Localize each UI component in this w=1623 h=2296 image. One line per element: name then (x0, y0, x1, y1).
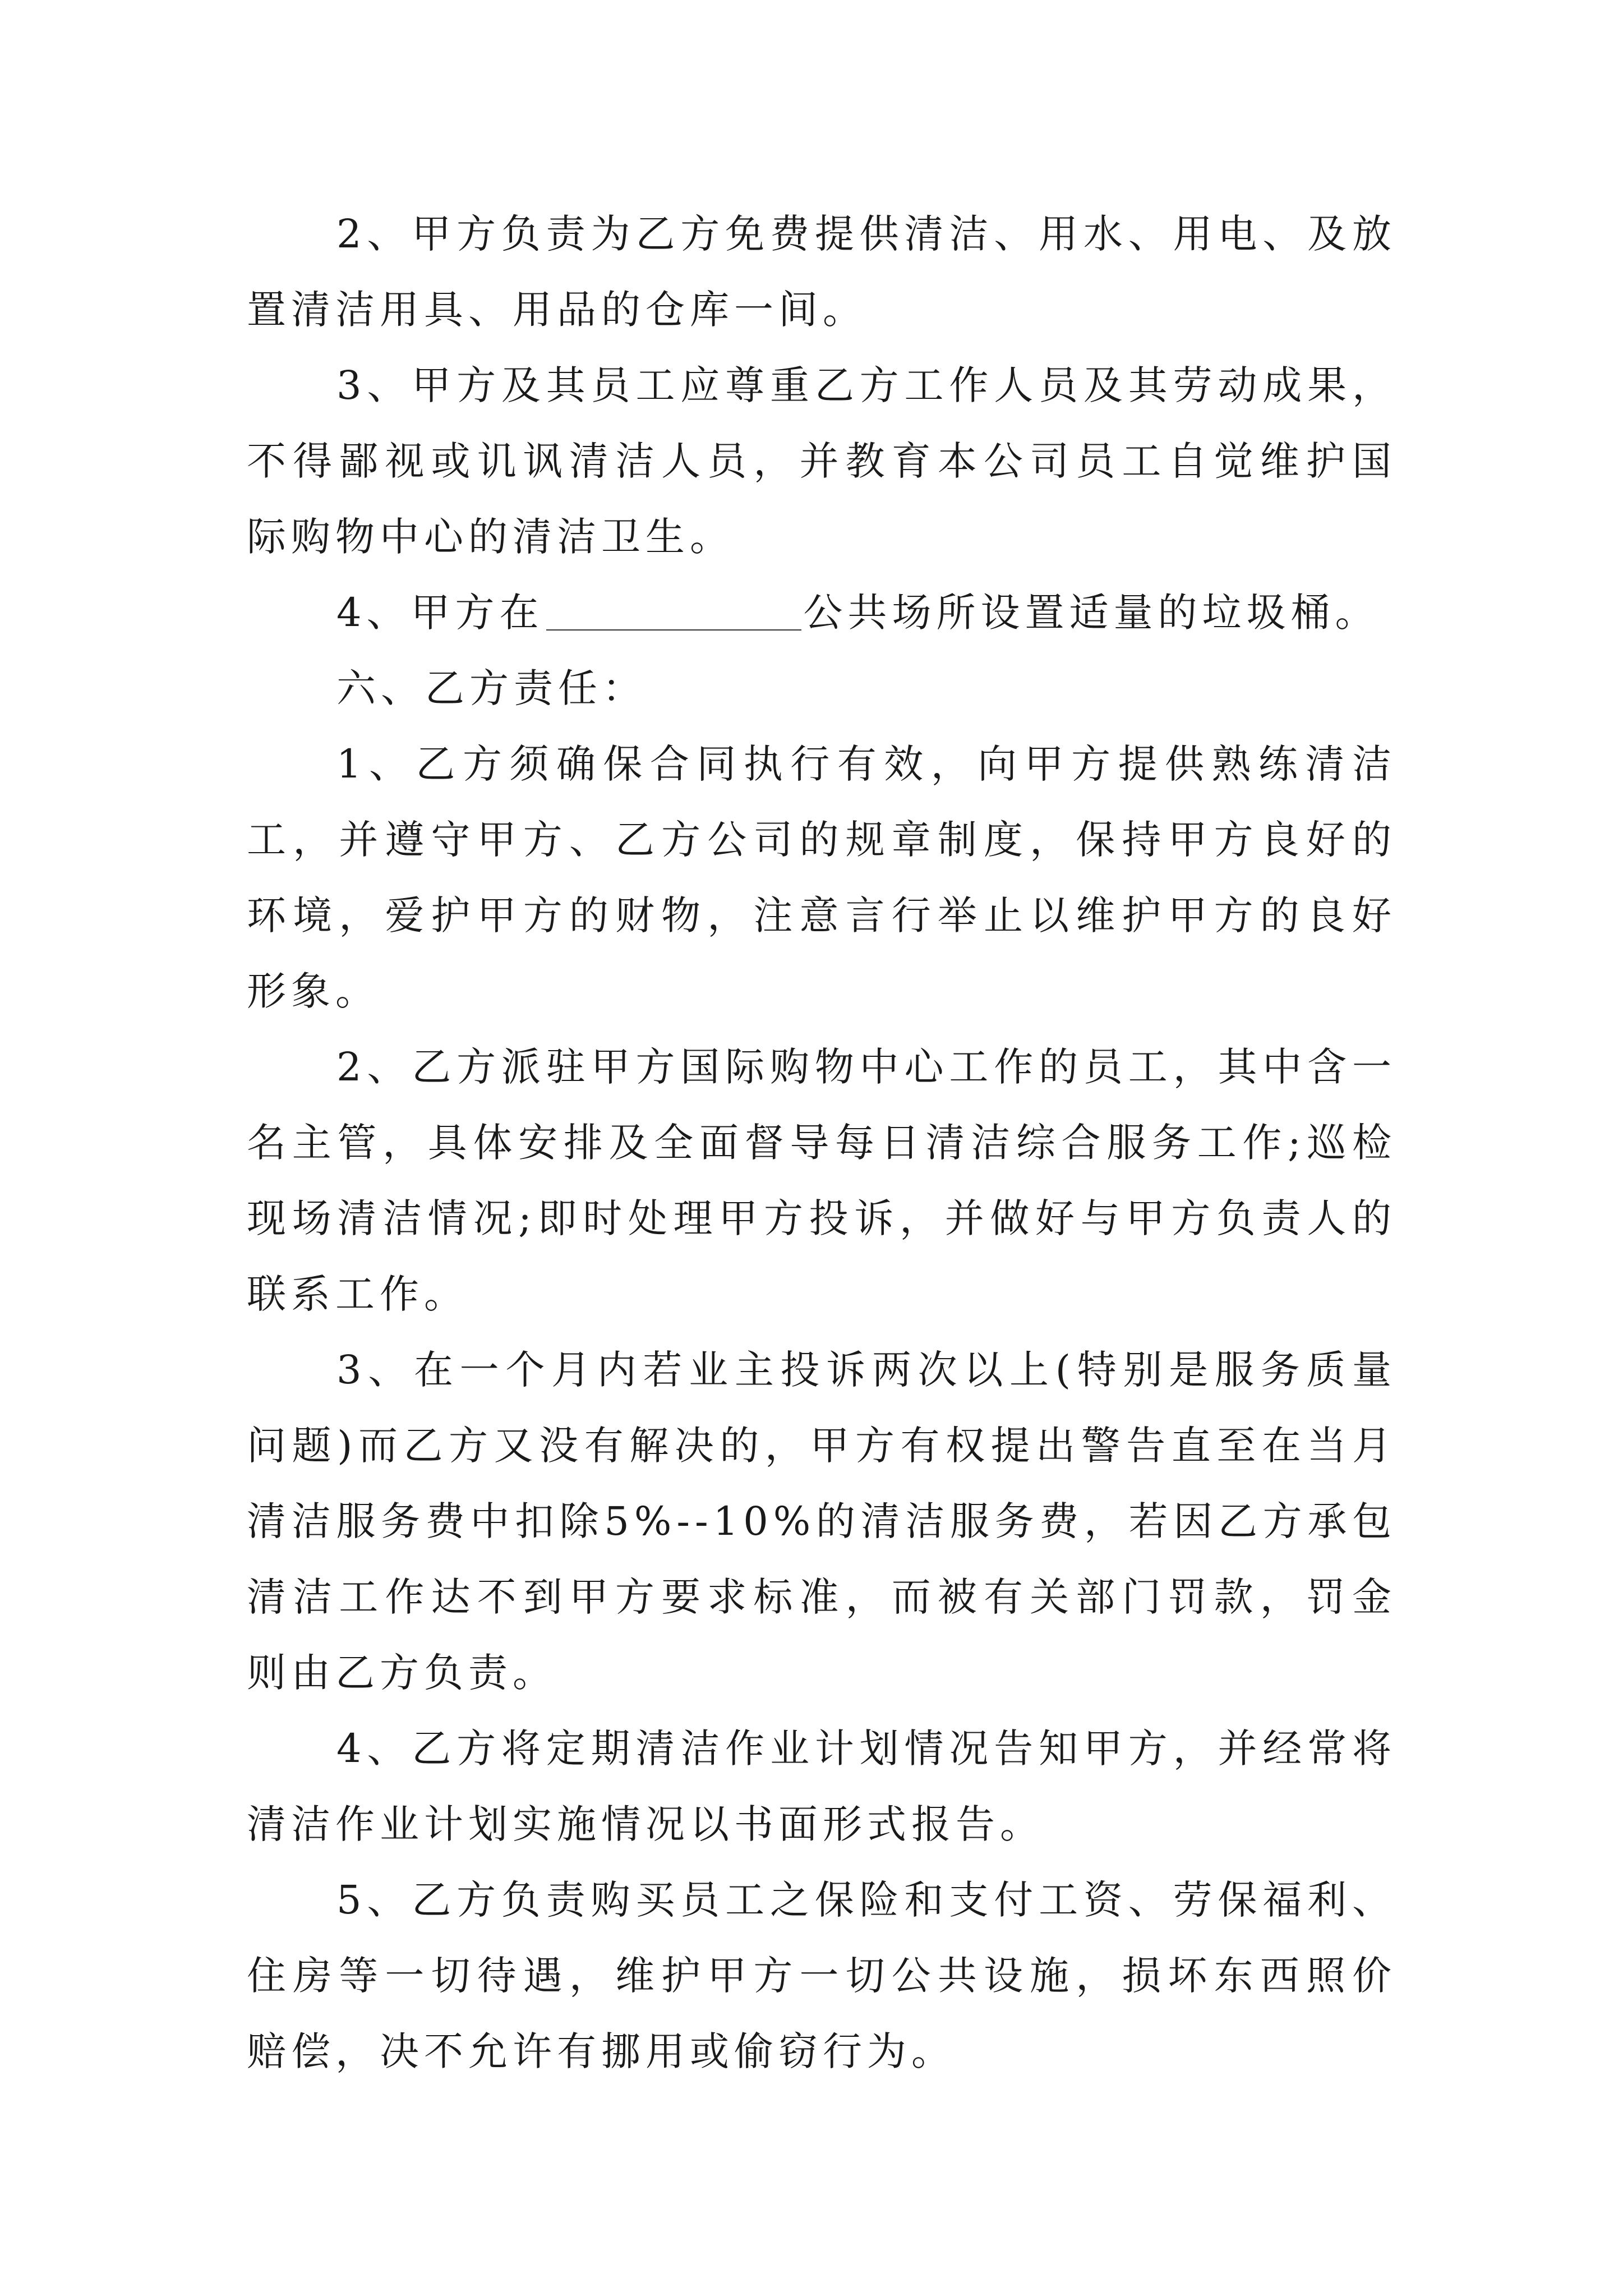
document-body (247, 196, 1396, 2090)
paragraph-6: 2、乙方派驻甲方国际购物中心工作的员工，其中含一名主管，具体安排及全面督导每日清洁综合服务工作;巡检现场清洁情况;即时处理甲方投诉，并做好与甲方负责人的联系工作。 (247, 1044, 1396, 1317)
paragraph-3-after: 公共场所设置适量的垃圾桶。 (803, 590, 1380, 636)
section-heading: 六、乙方责任： (336, 665, 647, 711)
paragraph-9: 5、乙方负责购买员工之保险和支付工资、劳保福利、住房等一切待遇，维护甲方一切公共设施，损坏东西照价赔偿，决不允许有挪用或偷窃行为。 (247, 1877, 1396, 2074)
paragraph-1: 2、甲方负责为乙方免费提供清洁、用水、用电、及放置清洁用具、用品的仓库一间。 (247, 211, 1396, 333)
paragraph-3 (247, 575, 1396, 651)
paragraph-2: 3、甲方及其员工应尊重乙方工作人员及其劳动成果，不得鄙视或讥讽清洁人员，并教育本公司员工自觉维护国际购物中心的清洁卫生。 (247, 362, 1396, 560)
paragraph-7: 3、在一个月内若业主投诉两次以上(特别是服务质量问题)而乙方又没有解决的，甲方有权提出警告直至在当月清洁服务费中扣除5%--10%的清洁服务费，若因乙方承包清洁工作达不到甲方要求标准，而被有关部门罚款，罚金则由乙方负责。 (247, 1347, 1396, 1696)
fill-in-blank (546, 590, 801, 631)
paragraph-3-before: 4、甲方在 (336, 590, 544, 636)
paragraph-8: 4、乙方将定期清洁作业计划情况告知甲方，并经常将清洁作业计划实施情况以书面形式报告。 (247, 1726, 1396, 1847)
paragraph-5: 1、乙方须确保合同执行有效，向甲方提供熟练清洁工，并遵守甲方、乙方公司的规章制度，保持甲方良好的环境，爱护甲方的财物，注意言行举止以维护甲方的良好形象。 (247, 741, 1396, 1014)
